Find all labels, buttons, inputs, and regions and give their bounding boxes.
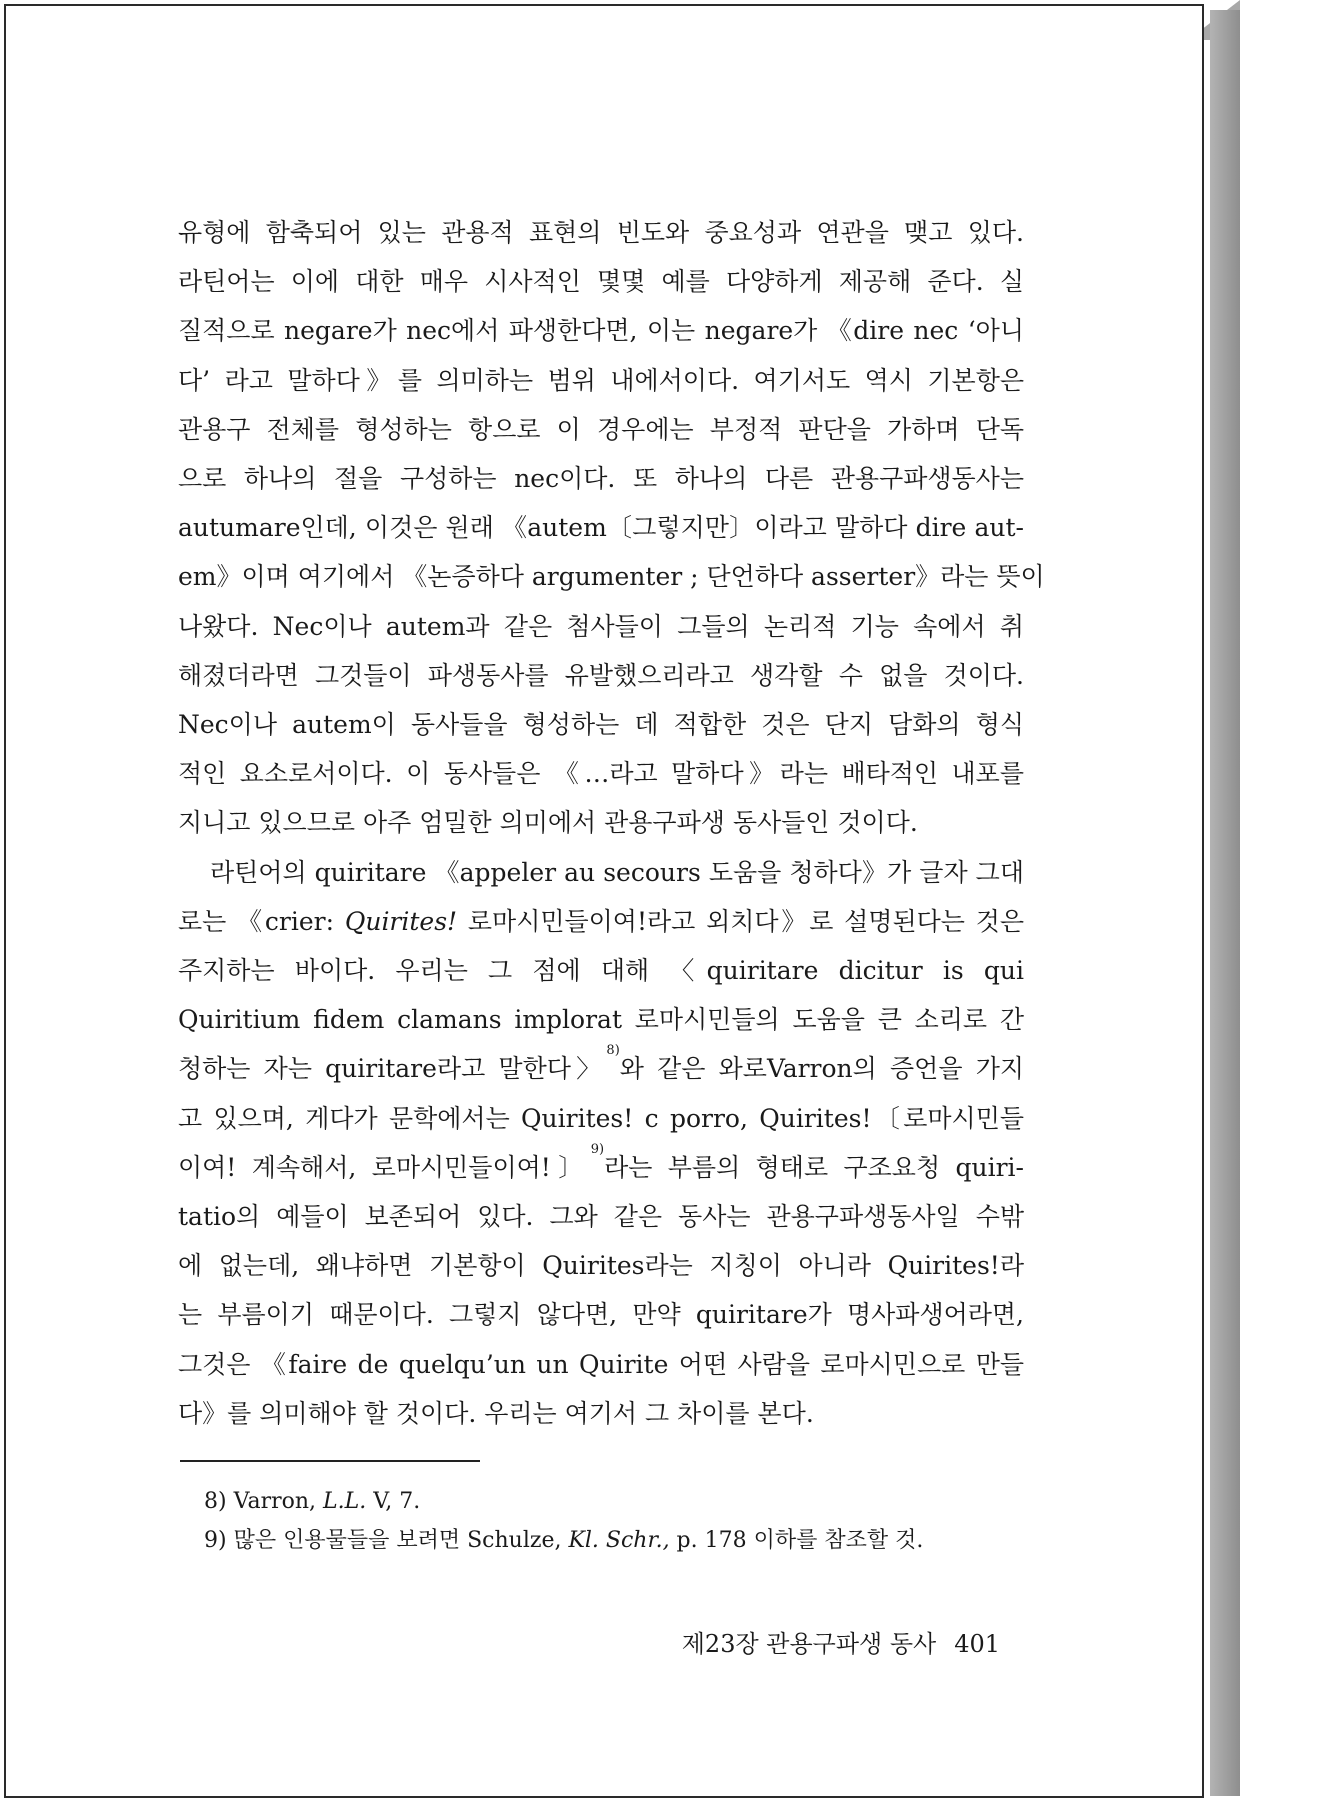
text-segment: 이여! 계속해서, 로마시민들이여!〕: [178, 1152, 591, 1182]
text-segment: 로마시민들이여!라고 외치다》로 설명된다는 것은: [457, 906, 1024, 936]
text-segment: 라는 부름의 형태로 구조요청 quiri-: [604, 1152, 1024, 1182]
text-line: 으로 하나의 절을 구성하는 nec이다. 또 하나의 다른 관용구파생동사는: [178, 464, 1024, 494]
page-edge-shadow: [1210, 10, 1240, 1796]
footnote-ref-8[interactable]: 8): [606, 1043, 620, 1059]
text-segment: 로는 《crier:: [178, 906, 345, 936]
footnote-divider: [180, 1460, 480, 1462]
text-segment: 와 같은 와로Varron의 증언을 가지: [619, 1054, 1024, 1084]
text-line: em》이며 여기에서 《논증하다 argumenter ; 단언하다 asserter》라는 뜻이: [178, 562, 1045, 592]
text-line: 해졌더라면 그것들이 파생동사를 유발했으리라고 생각할 수 없을 것이다.: [178, 660, 1024, 690]
footnote-9: [204, 1521, 1024, 1560]
text-line: 라틴어는 이에 대한 매우 시사적인 몇몇 예를 다양하게 제공해 준다. 실: [178, 267, 1024, 297]
body-text: [178, 208, 1045, 1438]
footnote-italic: Kl. Schr.,: [568, 1528, 670, 1553]
footnote-text: V, 7.: [366, 1489, 421, 1514]
text-line: 적인 요소로서이다. 이 동사들은 《…라고 말하다》라는 배타적인 내포를: [178, 759, 1024, 789]
text-line: 질적으로 negare가 nec에서 파생한다면, 이는 negare가 《dire nec ‘아니: [178, 316, 1024, 346]
text-line: 다’ 라고 말하다》를 의미하는 범위 내에서이다. 여기서도 역시 기본항은: [178, 365, 1024, 395]
footnote-8: [204, 1482, 1024, 1521]
text-line: [178, 897, 1024, 946]
text-line: [178, 1044, 1024, 1093]
footnote-text: p. 178 이하를 참조할 것.: [669, 1528, 924, 1553]
text-line: 주지하는 바이다. 우리는 그 점에 대해 〈quiritare dicitur is qui: [178, 956, 1024, 986]
text-line: 고 있으며, 게다가 문학에서는 Quirites! c porro, Quirites!〔로마시민들: [178, 1103, 1024, 1133]
text-segment: 청하는 자는 quiritare라고 말한다〉: [178, 1054, 607, 1084]
text-line: 관용구 전체를 형성하는 항으로 이 경우에는 부정적 판단을 가하며 단독: [178, 414, 1024, 444]
text-line: autumare인데, 이것은 원래 《autem〔그렇지만〕이라고 말하다 dire aut-: [178, 513, 1024, 543]
text-line: 그것은 《faire de quelqu’un un Quirite 어떤 사람을 로마시민으로 만들: [178, 1349, 1024, 1379]
text-line: Quiritium fidem clamans implorat 로마시민들의 도움을 큰 소리로 간: [178, 1005, 1024, 1035]
text-line: 에 없는데, 왜냐하면 기본항이 Quirites라는 지칭이 아니라 Quirites!라: [178, 1251, 1024, 1281]
footnotes: [204, 1482, 1024, 1560]
page-number: 401: [954, 1630, 1000, 1658]
text-line: Nec이나 autem이 동사들을 형성하는 데 적합한 것은 단지 담화의 형식: [178, 710, 1024, 740]
book-page: [4, 4, 1204, 1798]
footnote-marker: 9): [204, 1528, 227, 1553]
paragraph-2: [178, 848, 1024, 1438]
text-line: 나왔다. Nec이나 autem과 같은 첨사들이 그들의 논리적 기능 속에서 취: [178, 611, 1024, 641]
footnote-ref-9[interactable]: 9): [590, 1141, 605, 1157]
running-footer: [644, 1624, 1000, 1659]
footnote-italic: L.L.: [323, 1489, 367, 1514]
text-line: tatio의 예들이 보존되어 있다. 그와 같은 동사는 관용구파생동사일 수밖: [178, 1202, 1024, 1232]
paragraph-1: [178, 208, 1045, 848]
footnote-marker: 8): [204, 1489, 227, 1514]
italic-quirites: Quirites!: [344, 906, 458, 936]
footnote-text: 많은 인용물들을 보려면 Schulze,: [226, 1528, 569, 1553]
text-line: 다》를 의미해야 할 것이다. 우리는 여기서 그 차이를 본다.: [178, 1398, 814, 1428]
footnote-text: Varron,: [226, 1489, 324, 1514]
text-line: 지니고 있으므로 아주 엄밀한 의미에서 관용구파생 동사들인 것이다.: [178, 808, 918, 838]
text-line: 라틴어의 quiritare 《appeler au secours 도움을 청하다》가 글자 그대: [210, 857, 1024, 887]
text-line: [178, 1143, 1024, 1192]
text-line: 유형에 함축되어 있는 관용적 표현의 빈도와 중요성과 연관을 맺고 있다.: [178, 218, 1024, 247]
chapter-title: 제23장 관용구파생 동사: [681, 1630, 937, 1658]
text-line: 는 부름이기 때문이다. 그렇지 않다면, 만약 quiritare가 명사파생어라면,: [178, 1300, 1024, 1330]
